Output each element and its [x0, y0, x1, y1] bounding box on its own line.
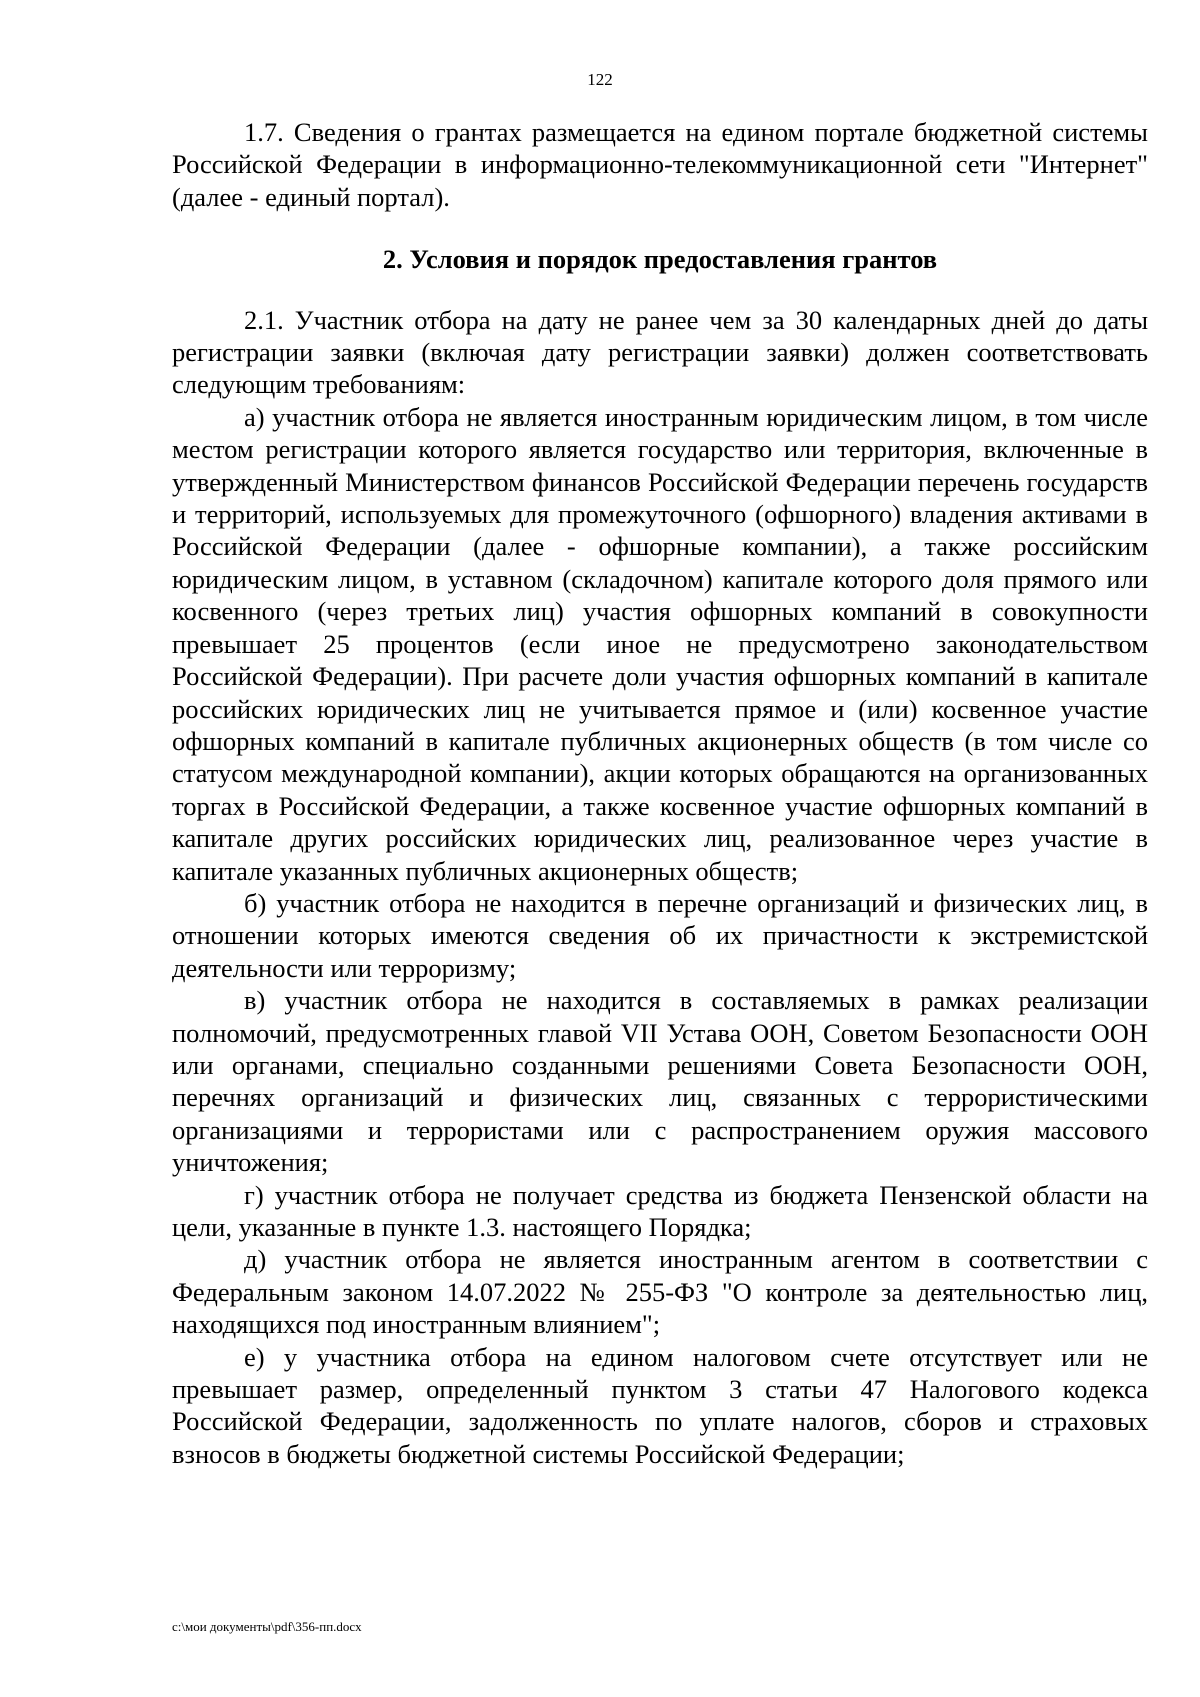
- paragraph-item-e: е) у участника отбора на едином налоговом счете отсутствует или не превышает размер, определенный пунктом 3 статьи 47 Налогового кодекса Российской Федерации, задолженность по уплате налогов, сборов и страховых взносов в бюджеты бюджетной системы Российской Федерации;: [172, 1341, 1148, 1469]
- page-number: 122: [587, 70, 613, 89]
- paragraph-item-v: в) участник отбора не находится в составляемых в рамках реализации полномочий, предусмотренных главой VII Устава ООН, Советом Безопасности ООН или органами, специально созданными решениями Совета Безопасности ООН, перечнях организаций и физических лиц, связанных с террористическими организациями и террористами или с распространением оружия массового уничтожения;: [172, 985, 1148, 1178]
- paragraph-item-g: г) участник отбора не получает средства из бюджета Пензенской области на цели, указанные в пункте 1.3. настоящего Порядка;: [172, 1179, 1148, 1242]
- section-heading: 2. Условия и порядок предоставления грантов: [382, 244, 938, 275]
- paragraph-item-d: д) участник отбора не является иностранным агентом в соответствии с Федеральным законом 14.07.2022 № 255-ФЗ "О контроле за деятельностью лиц, находящихся под иностранным влиянием";: [172, 1244, 1148, 1340]
- document-body: [172, 116, 1148, 1470]
- paragraph-item-b: б) участник отбора не находится в перечне организаций и физических лиц, в отношении которых имеются сведения об их причастности к экстремистской деятельности или терроризму;: [172, 887, 1148, 983]
- paragraph-2-1: 2.1. Участник отбора на дату не ранее чем за 30 календарных дней до даты регистрации заявки (включая дату регистрации заявки) должен соответствовать следующим требованиям:: [172, 304, 1148, 400]
- paragraph-1-7: 1.7. Сведения о грантах размещается на едином портале бюджетной системы Российской Федерации в информационно-телекоммуникационной сети "Интернет" (далее - единый портал).: [172, 117, 1148, 212]
- paragraph-item-a: а) участник отбора не является иностранным юридическим лицом, в том числе местом регистрации которого является государство или территория, включенные в утвержденный Министерством финансов Российской Федерации перечень государств и территорий, используемых для промежуточного (офшорного) владения активами в Российской Федерации (далее - офшорные компании), а также российским юридическим лицом, в уставном (складочном) капитале которого доля прямого или косвенного (через третьих лиц) участия офшорных компаний в совокупности превышает 25 процентов (если иное не предусмотрено законодательством Российской Федерации). При расчете доли участия офшорных компаний в капитале российских юридических лиц не учитывается прямое и (или) косвенное участие офшорных компаний в капитале публичных акционерных обществ (в том числе со статусом международной компании), акции которых обращаются на организованных торгах в Российской Федерации, а также косвенное участие офшорных компаний в капитале других российских юридических лиц, реализованное через участие в капитале указанных публичных акционерных обществ;: [172, 401, 1148, 886]
- footer-file-path: c:\мои документы\pdf\356-пп.docx: [172, 1619, 362, 1634]
